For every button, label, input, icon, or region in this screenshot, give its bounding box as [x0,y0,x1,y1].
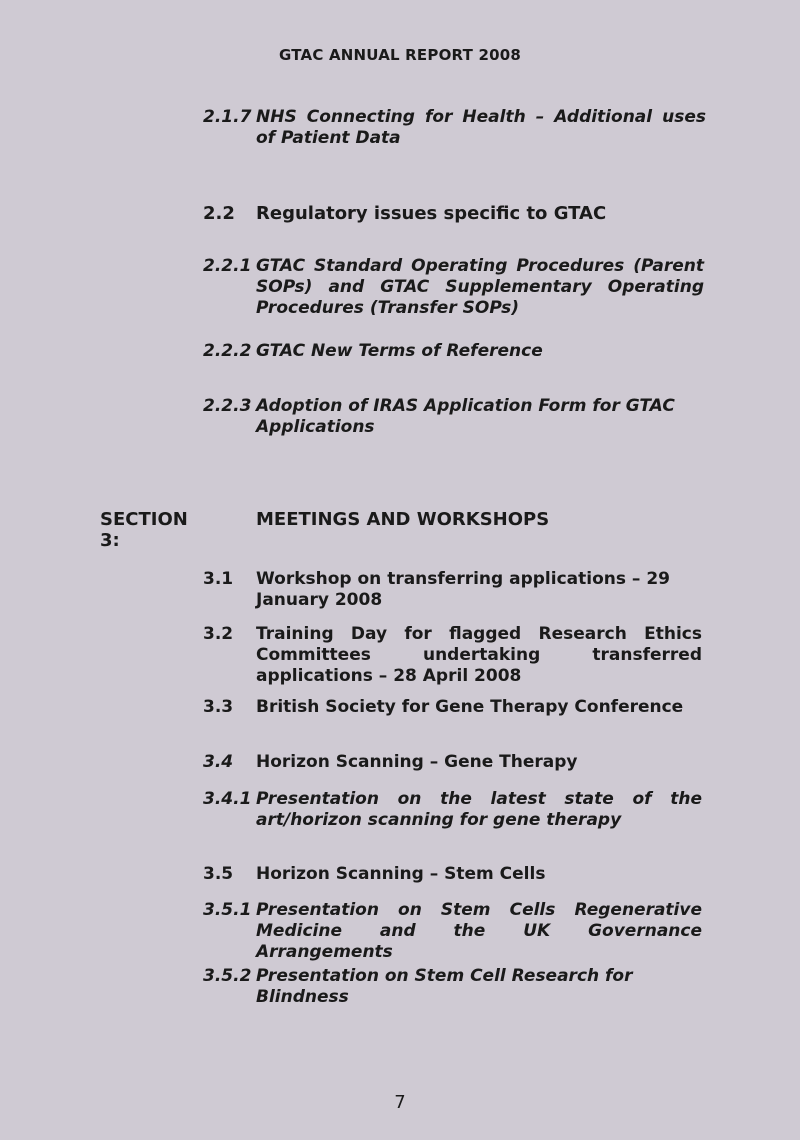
entry-number: 3.5.1 [203,900,252,920]
entry-number: 3.3 [203,697,234,717]
entry-number: 2.2.1 [203,256,252,276]
page-number: 7 [394,1092,406,1113]
entry-title: British Society for Gene Therapy Conference [256,697,684,717]
entry-number: 3.1 [203,569,234,589]
entry-title: Presentation on the latest state of the art/horizon scanning for gene therapy [256,789,702,830]
section-title: MEETINGS AND WORKSHOPS [256,509,550,530]
entry-title: Presentation on Stem Cells Regenerative Medicine and the UK Governance Arrangements [256,900,702,962]
entry-title: Horizon Scanning – Stem Cells [256,864,546,884]
report-header: GTAC ANNUAL REPORT 2008 [279,46,521,64]
entry-title: Workshop on transferring applications – 29 January 2008 [256,569,670,610]
entry-title: Presentation on Stem Cell Research for Blindness [256,966,633,1007]
entry-title: Training Day for flagged Research Ethics Committees undertaking transferred applications – 28 April 2008 [256,624,702,686]
entry-title: Adoption of IRAS Application Form for GTAC Applications [256,396,675,437]
entry-title: Regulatory issues specific to GTAC [256,203,607,224]
entry-number: 2.2 [203,203,235,224]
entry-number: 3.2 [203,624,234,644]
entry-number: 2.2.2 [203,341,252,361]
entry-number: 2.2.3 [203,396,252,416]
entry-number: 3.5 [203,864,234,884]
entry-number: 3.4.1 [203,789,252,809]
entry-title: NHS Connecting for Health – Additional uses of Patient Data [256,107,706,148]
entry-title: Horizon Scanning – Gene Therapy [256,752,578,772]
entry-number: 2.1.7 [203,107,252,127]
entry-number: 3.4 [203,752,234,772]
section-number: SECTION 3: [100,509,188,551]
entry-title: GTAC Standard Operating Procedures (Parent SOPs) and GTAC Supplementary Operating Procedures (Transfer SOPs) [256,256,704,318]
entry-number: 3.5.2 [203,966,252,986]
entry-title: GTAC New Terms of Reference [256,341,543,361]
